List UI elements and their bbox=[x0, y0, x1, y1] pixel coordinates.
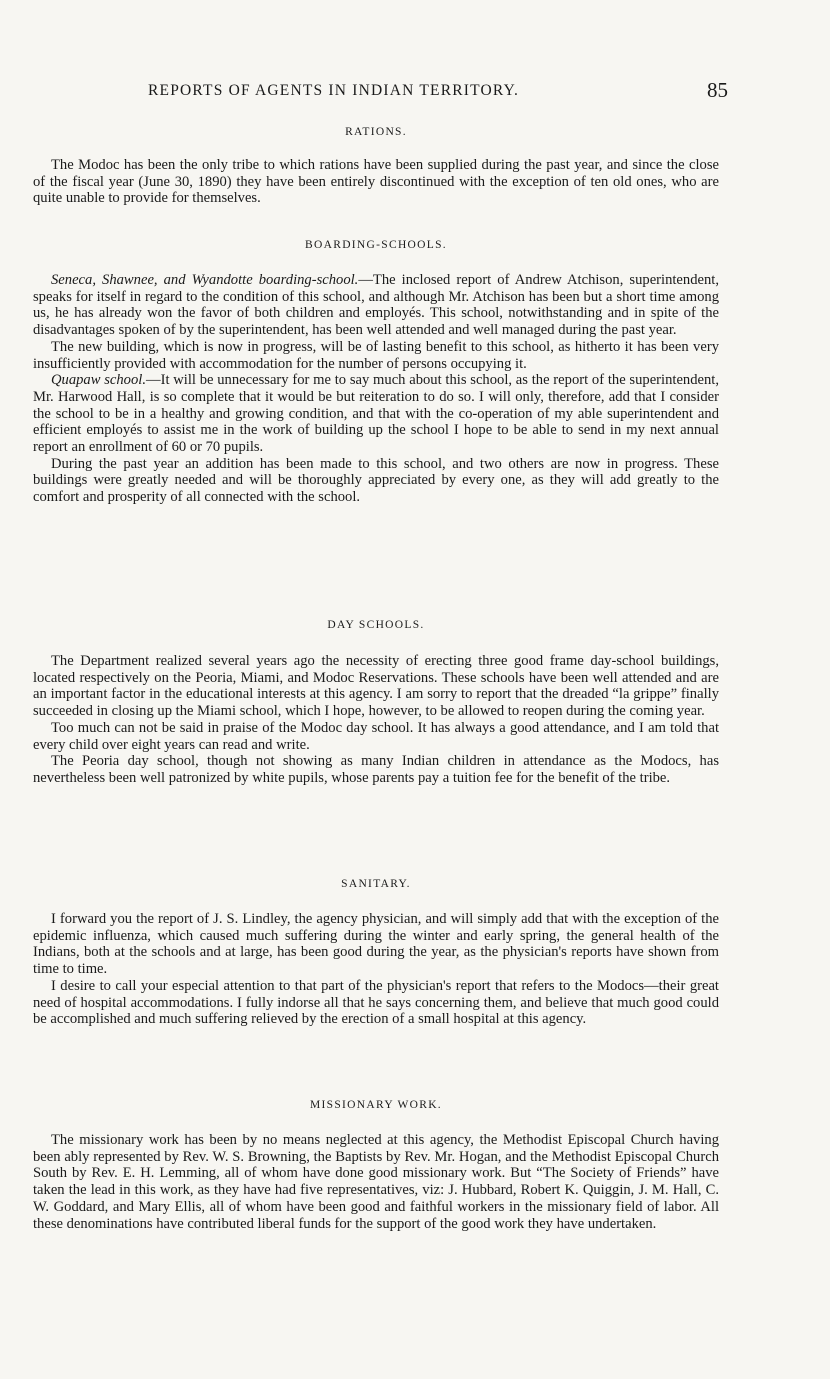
italic-subhead: Quapaw school. bbox=[51, 372, 146, 389]
paragraph: During the past year an addition has been made to this school, and two others are now in progress. These buildings were greatly needed and will be thoroughly appreciated by every one, as they will add greatly to the comfort and prosperity of all connected with the school. bbox=[33, 455, 719, 506]
paragraph: The new building, which is now in progress, will be of lasting benefit to this school, as hitherto it has been very insufficiently provided with accommodation for the number of persons occupying it. bbox=[33, 338, 719, 372]
section-heading-missionary-work: MISSIONARY WORK. bbox=[310, 1099, 442, 1111]
paragraph-text: —It will be unnecessary for me to say much about this school, as the report of the superintendent, Mr. Harwood Hall, is so complete that it would be but reiteration to do so. I will only, therefore, add that I consider the school to be in a healthy and growing condition, and that with the co-operation of my able superintendent and efficient employés to assist me in the work of building up the school I hope to be able to send in my next annual report an enrollment of 60 or 70 pupils. bbox=[33, 372, 719, 456]
paragraph-text: —The inclosed report of Andrew Atchison, superintendent, speaks for itself in regard to the condition of this school, and although Mr. Atchison has been but a short time among us, he has already won the favor of both children and employés. This school, notwithstanding and in spite of the disadvantages spoken of by the superintendent, has been well attended and well managed during the past year. bbox=[33, 272, 719, 339]
paragraph bbox=[33, 372, 719, 456]
running-title: REPORTS OF AGENTS IN INDIAN TERRITORY. bbox=[148, 82, 520, 99]
section-heading-sanitary: SANITARY. bbox=[341, 878, 411, 890]
section-body-sanitary bbox=[33, 911, 719, 1028]
section-body-missionary-work bbox=[33, 1132, 719, 1232]
section-body-day-schools bbox=[33, 653, 719, 787]
paragraph: The missionary work has been by no means neglected at this agency, the Methodist Episcopal Church having been ably represented by Rev. W. S. Browning, the Baptists by Rev. Mr. Hogan, and the Methodist Episcopal Church South by Rev. E. H. Lemming, all of whom have done good missionary work. But “The Society of Friends” have taken the lead in this work, as they have had five representatives, viz: J. Hubbard, Robert K. Quiggin, J. M. Hall, C. W. Goddard, and Mary Ellis, all of whom have been good and faithful workers in the missionary field of labor. All these denominations have contributed liberal funds for the support of the good work they have undertaken. bbox=[33, 1132, 719, 1232]
section-heading-rations: RATIONS. bbox=[345, 126, 407, 138]
section-body-rations bbox=[33, 157, 719, 207]
paragraph: I forward you the report of J. S. Lindley, the agency physician, and will simply add that with the exception of the epidemic influenza, which caused much suffering during the winter and early spring, the general health of the Indians, both at the schools and at large, has been good during the year, as the physician's reports have shown from time to time. bbox=[33, 911, 719, 978]
section-heading-boarding-schools: BOARDING-SCHOOLS. bbox=[305, 239, 447, 251]
paragraph: Too much can not be said in praise of the Modoc day school. It has always a good attendance, and I am told that every child over eight years can read and write. bbox=[33, 719, 719, 753]
paragraph bbox=[33, 272, 719, 339]
paragraph: The Department realized several years ago the necessity of erecting three good frame day-school buildings, located respectively on the Peoria, Miami, and Modoc Reservations. These schools have been well attended and are an important factor in the educational interests at this agency. I am sorry to report that the dreaded “la grippe” finally succeeded in closing up the Miami school, which I hope, however, to be allowed to reopen during the coming year. bbox=[33, 653, 719, 720]
italic-subhead: Seneca, Shawnee, and Wyandotte boarding-school. bbox=[51, 272, 359, 288]
paragraph: I desire to call your especial attention to that part of the physician's report that refers to the Modocs—their great need of hospital accommodations. I fully indorse all that he says concerning them, and believe that much good could be accomplished and much suffering relieved by the erection of a small hospital at this agency. bbox=[33, 977, 719, 1028]
page-number: 85 bbox=[707, 78, 728, 102]
section-body-boarding-schools bbox=[33, 272, 719, 506]
section-heading-day-schools: DAY SCHOOLS. bbox=[327, 619, 425, 631]
paragraph: The Peoria day school, though not showing as many Indian children in attendance as the Modocs, has nevertheless been well patronized by white pupils, whose parents pay a tuition fee for the benefit of the tribe. bbox=[33, 753, 719, 786]
paragraph: The Modoc has been the only tribe to which rations have been supplied during the past year, and since the close of the fiscal year (June 30, 1890) they have been entirely discontinued with the exception of ten old ones, who are quite unable to provide for themselves. bbox=[33, 157, 719, 207]
